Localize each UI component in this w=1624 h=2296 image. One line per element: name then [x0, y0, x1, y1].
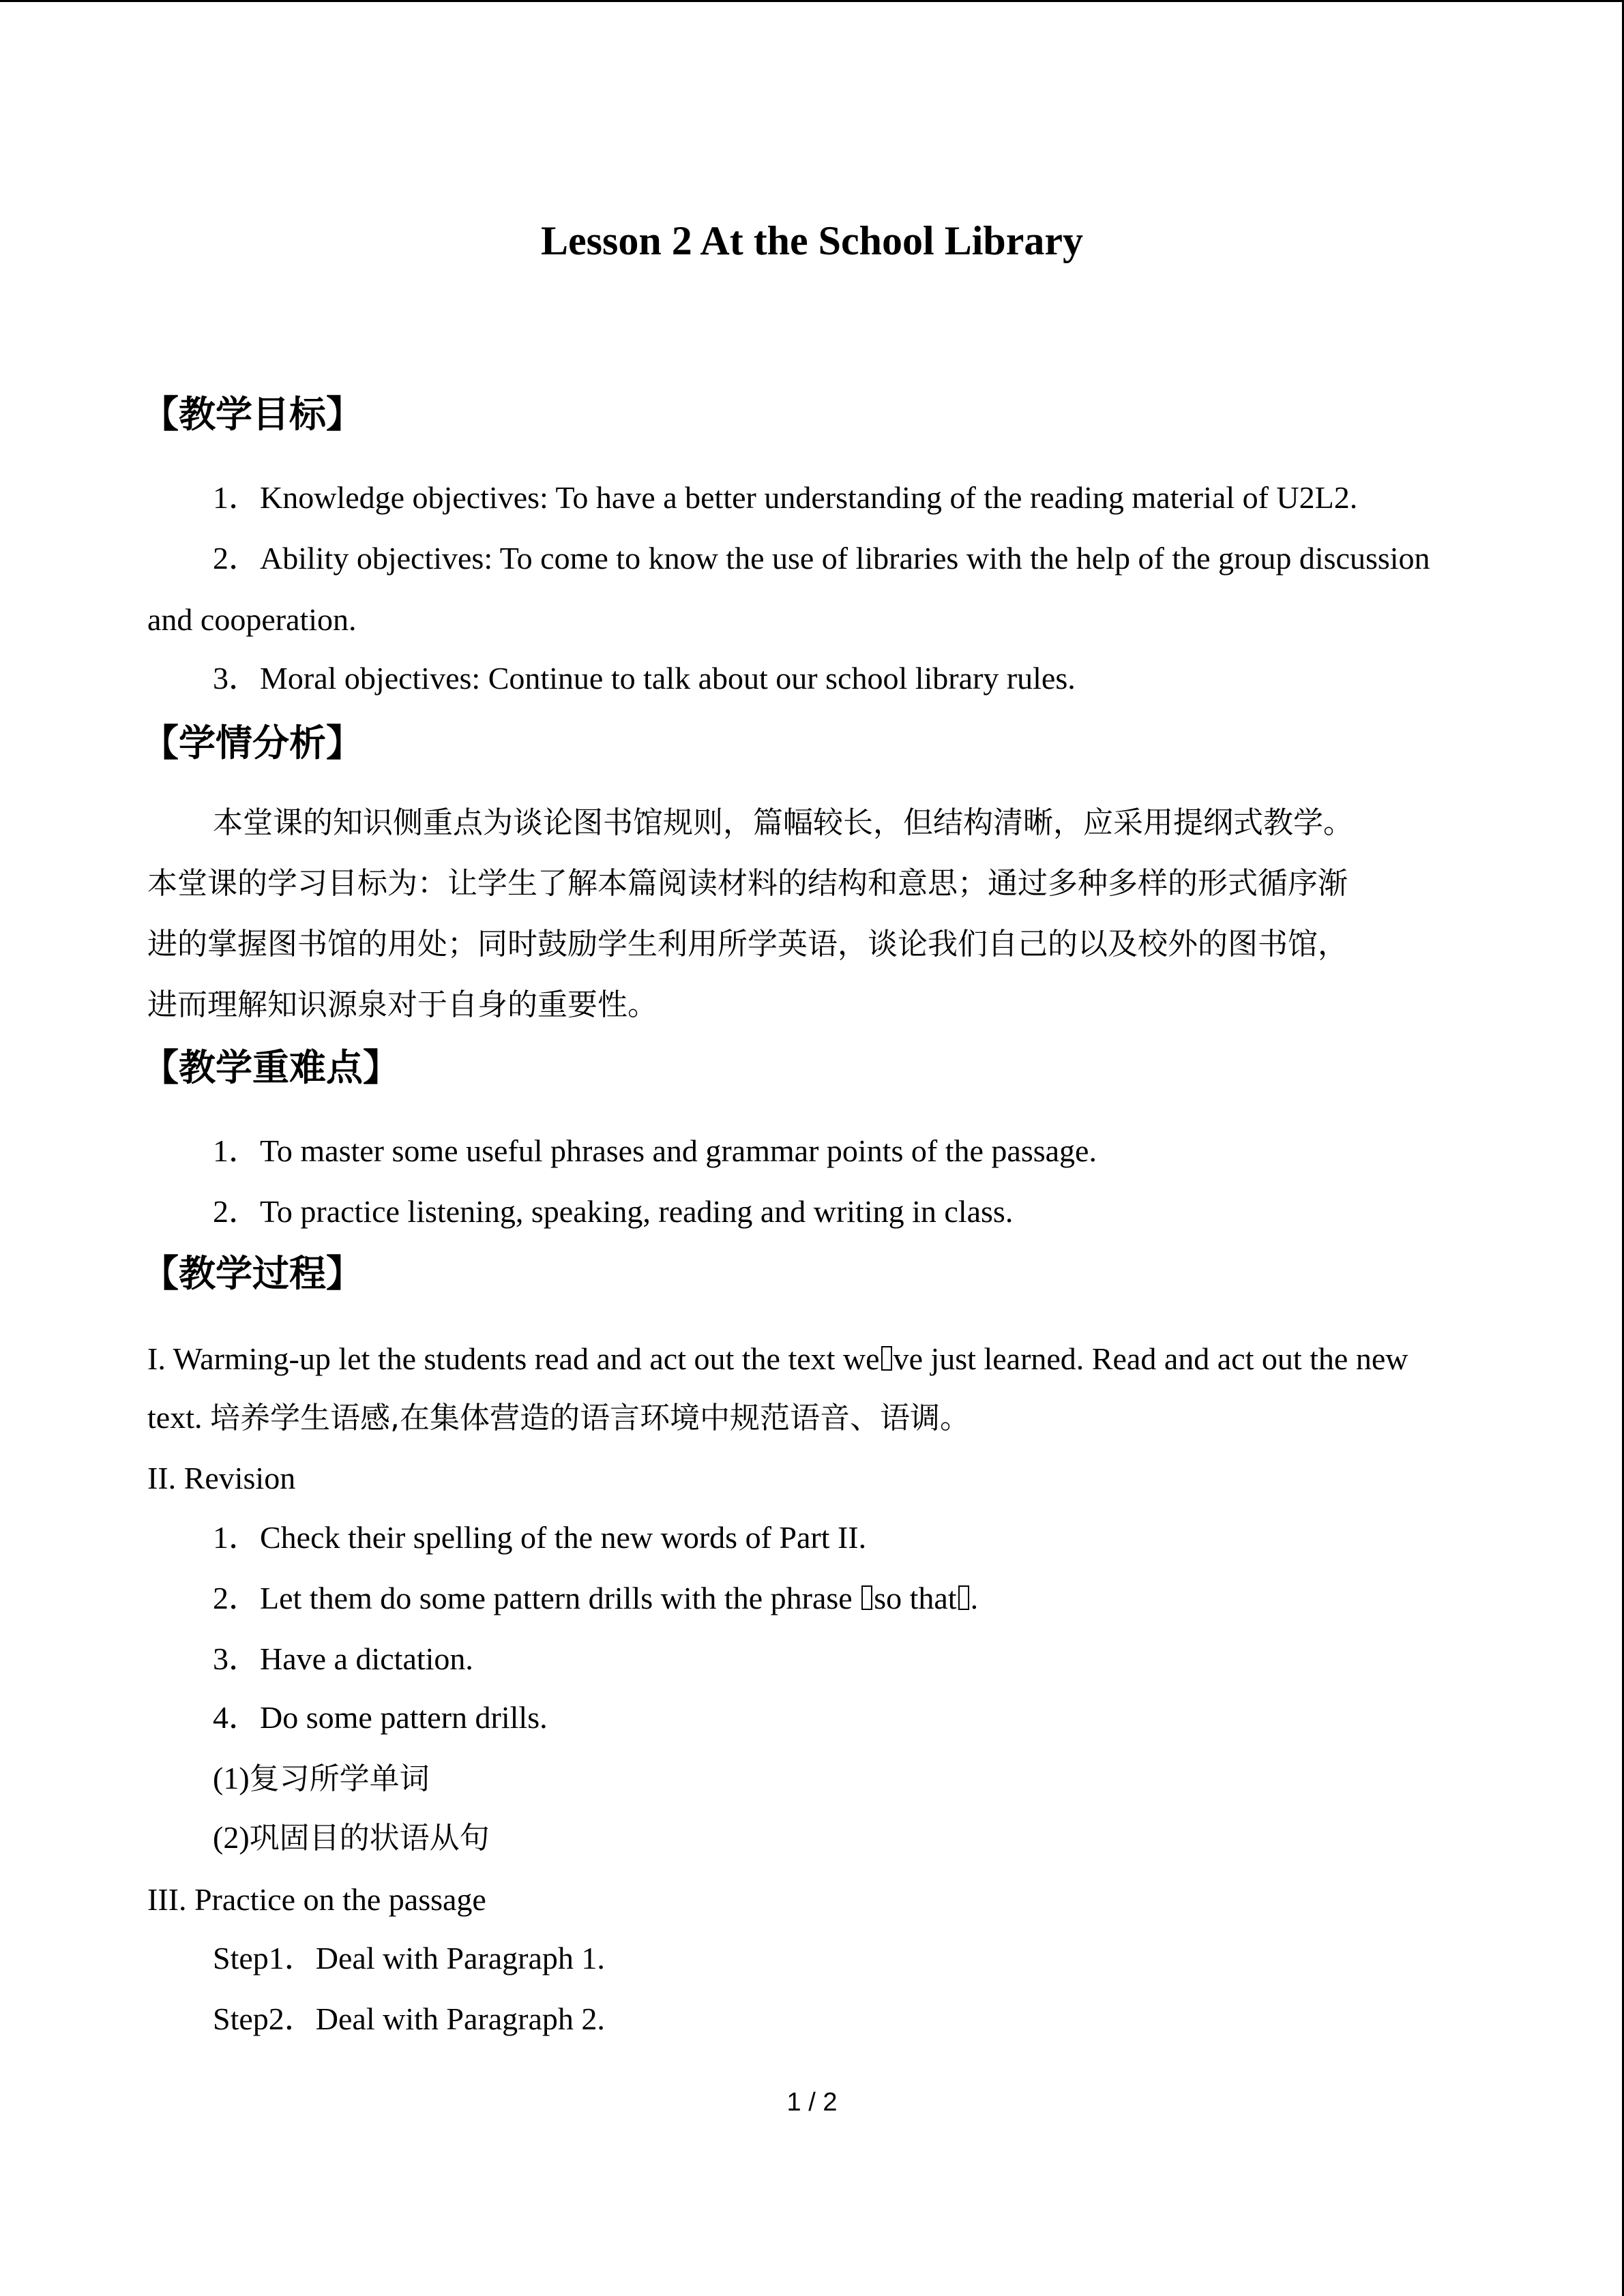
- item-number: 3．: [213, 661, 260, 696]
- item-number: 2．: [213, 1194, 260, 1229]
- item-text: To practice listening, speaking, reading and writing in class.: [260, 1194, 1014, 1229]
- warmup-line: [147, 1397, 970, 1439]
- revision-item: [213, 1517, 866, 1558]
- item-number: (1): [213, 1761, 250, 1795]
- item-text: 复习所学单词: [249, 1761, 430, 1796]
- analysis-line: 进的掌握图书馆的用处；同时鼓励学生利用所学英语，谈论我们自己的以及校外的图书馆，: [147, 927, 1348, 961]
- warmup-text: ve just learned. Read and act out the new: [893, 1341, 1408, 1376]
- section-heading-key-points: 【教学重难点】: [142, 1046, 400, 1089]
- item-text: Check their spelling of the new words of Part II.: [260, 1520, 867, 1555]
- revision-item: [213, 1697, 548, 1738]
- revision-item: [213, 1578, 978, 1619]
- sub-item: [213, 1817, 490, 1859]
- analysis-line: 本堂课的知识侧重点为谈论图书馆规则，篇幅较长，但结构清晰，应采用提纲式教学。: [213, 805, 1353, 840]
- missing-glyph-icon: [958, 1585, 969, 1610]
- key-point-item: [213, 1191, 1013, 1232]
- step-item: [213, 1999, 605, 2040]
- section-heading-analysis: 【学情分析】: [142, 721, 363, 764]
- item-text: Knowledge objectives: To have a better understanding of the reading material of U2L2.: [260, 480, 1358, 515]
- objective-item: [213, 538, 1430, 579]
- section-heading-objectives: 【教学目标】: [142, 393, 363, 436]
- item-text: To master some useful phrases and grammar points of the passage.: [260, 1133, 1097, 1168]
- missing-glyph-icon: [861, 1585, 872, 1610]
- analysis-line: 进而理解知识源泉对于自身的重要性。: [147, 987, 658, 1022]
- document-title: Lesson 2 At the School Library: [540, 218, 1084, 263]
- item-text: Do some pattern drills.: [260, 1700, 548, 1735]
- item-text: Let them do some pattern drills with the phrase: [260, 1581, 861, 1615]
- warmup-text: 培养学生语感,在集体营造的语言环境中规范语音、语调。: [209, 1401, 970, 1435]
- step-number: Step2．: [213, 2001, 316, 2036]
- analysis-line: 本堂课的学习目标为：让学生了解本篇阅读材料的结构和意思；通过多种多样的形式循序渐: [147, 866, 1348, 901]
- objective-item-continuation: and cooperation.: [147, 602, 357, 637]
- item-text: so that: [874, 1581, 957, 1615]
- item-text: 巩固目的状语从句: [249, 1821, 490, 1855]
- item-number: 1．: [213, 480, 260, 515]
- item-number: 1．: [213, 1520, 260, 1555]
- step-item: [213, 1938, 605, 1979]
- missing-glyph-icon: [881, 1346, 892, 1371]
- objective-item: [213, 658, 1076, 699]
- item-number: (2): [213, 1820, 250, 1855]
- item-number: 3．: [213, 1641, 260, 1676]
- step-number: Step1．: [213, 1941, 316, 1976]
- item-number: 4．: [213, 1700, 260, 1735]
- revision-title: II. Revision: [147, 1461, 296, 1495]
- practice-title: III. Practice on the passage: [147, 1882, 486, 1917]
- item-text: .: [970, 1581, 979, 1615]
- key-point-item: [213, 1131, 1097, 1172]
- step-text: Deal with Paragraph 1.: [315, 1941, 605, 1976]
- item-number: 1．: [213, 1133, 260, 1168]
- item-text: Moral objectives: Continue to talk about our school library rules.: [260, 661, 1076, 696]
- warmup-text: I. Warming-up let the students read and act out the text we: [147, 1341, 880, 1376]
- item-text: Have a dictation.: [260, 1641, 473, 1676]
- page-number: 1 / 2: [786, 2088, 838, 2117]
- item-number: 2．: [213, 1581, 260, 1615]
- item-text: Ability objectives: To come to know the use of libraries with the help of the group discussion: [260, 541, 1430, 576]
- warmup-line: [147, 1339, 1408, 1380]
- item-number: 2．: [213, 541, 260, 576]
- step-text: Deal with Paragraph 2.: [315, 2001, 605, 2036]
- revision-item: [213, 1639, 473, 1680]
- warmup-text: text.: [147, 1400, 210, 1435]
- sub-item: [213, 1758, 430, 1800]
- section-heading-process: 【教学过程】: [142, 1252, 363, 1295]
- objective-item: [213, 477, 1357, 518]
